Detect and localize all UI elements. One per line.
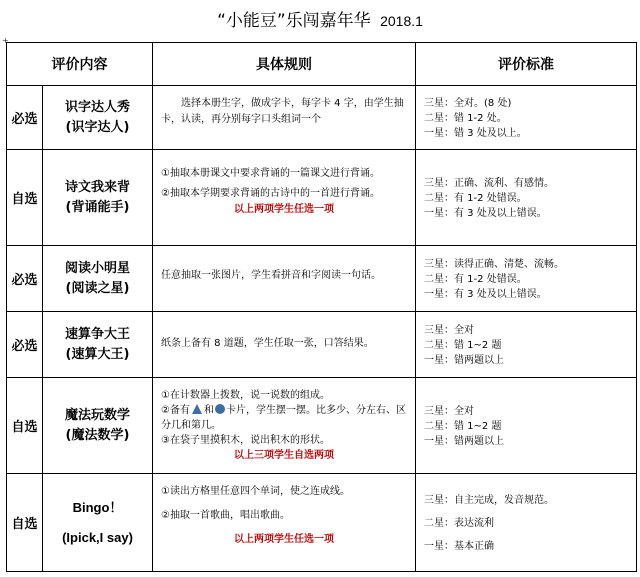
row-rule: 任意抽取一张图片，学生看拼音和字阅读一句话。: [153, 246, 416, 312]
row-name: 速算争大王 (速算大王): [43, 312, 153, 378]
row-type: 自选: [7, 378, 43, 474]
row-note: 以上三项学生自选两项: [234, 450, 334, 461]
row-rule: ①抽取本册课文中要求背诵的一篇课文进行背诵。 ②抽取本学期要求背诵的古诗中的一首进行背诵。 以上两项学生任选一项: [153, 150, 416, 246]
row-type: 自选: [7, 474, 43, 572]
row-criteria: 三星：全对。(8 处) 二星：错 1-2 处。 一星：错 3 处及以上。: [416, 86, 637, 150]
row-rule: 纸条上备有 8 道题，学生任取一张，口答结果。: [153, 312, 416, 378]
row-name: Bingo！ (Ipick,I say): [43, 474, 153, 572]
table-row: [7, 312, 637, 378]
header-criteria: 评价标准: [416, 43, 637, 86]
row-criteria: 三星：全对 二星：错 1~2 题 一星：错两题以上: [416, 378, 637, 474]
table-row: [7, 150, 637, 246]
row-type: 必选: [7, 312, 43, 378]
row-rule: ①在计数器上拨数，说一说数的组成。 ②备有 和 卡片，学生摆一摆。比多少、分左右、区分几和第几。 ③在袋子里摸积木，说出积木的形状。 以上三项学生自选两项: [153, 378, 416, 474]
table-row: [7, 474, 637, 572]
row-name: 阅读小明星 (阅读之星): [43, 246, 153, 312]
row-type: 必选: [7, 86, 43, 150]
header-rules: 具体规则: [153, 43, 416, 86]
row-rule: ①读出方格里任意四个单词，使之连成线。 ②抽取一首歌曲，唱出歌曲。 以上两项学生任选一项: [153, 474, 416, 572]
circle-icon: [215, 404, 225, 414]
row-rule: 选择本册生字，做成字卡，每字卡 4 字，由学生抽卡，认读，再分别每字口头组词一个: [153, 86, 416, 150]
row-criteria: 三星：全对 二星：错 1~2 题 一星：错两题以上: [416, 312, 637, 378]
header-row: [7, 43, 637, 86]
title-year: 2018.1: [380, 13, 423, 29]
row-name: 魔法玩数学 (魔法数学): [43, 378, 153, 474]
header-content: 评价内容: [7, 43, 153, 86]
page-title: [0, 6, 640, 31]
title-main: “小能豆”乐闯嘉年华: [217, 11, 371, 31]
evaluation-table: [6, 42, 637, 572]
row-type: 必选: [7, 246, 43, 312]
triangle-icon: [192, 404, 202, 414]
row-criteria: 三星：读得正确、清楚、流畅。 二星：有 1-2 处错误。 一星：有 3 处及以上错误。: [416, 246, 637, 312]
table-row: [7, 86, 637, 150]
table-row: [7, 246, 637, 312]
table-anchor-icon: +: [2, 36, 9, 45]
row-note: 以上两项学生任选一项: [234, 534, 334, 545]
row-name: 识字达人秀 (识字达人): [43, 86, 153, 150]
row-type: 自选: [7, 150, 43, 246]
row-criteria: 三星：自主完成，发音规范。 二星：表达流利 一星：基本正确: [416, 474, 637, 572]
row-criteria: 三星：正确、流利、有感情。 二星：有 1-2 处错误。 一星：有 3 处及以上错误。: [416, 150, 637, 246]
row-name: 诗文我来背 (背诵能手): [43, 150, 153, 246]
row-note: 以上两项学生任选一项: [234, 204, 334, 215]
table-row: [7, 378, 637, 474]
